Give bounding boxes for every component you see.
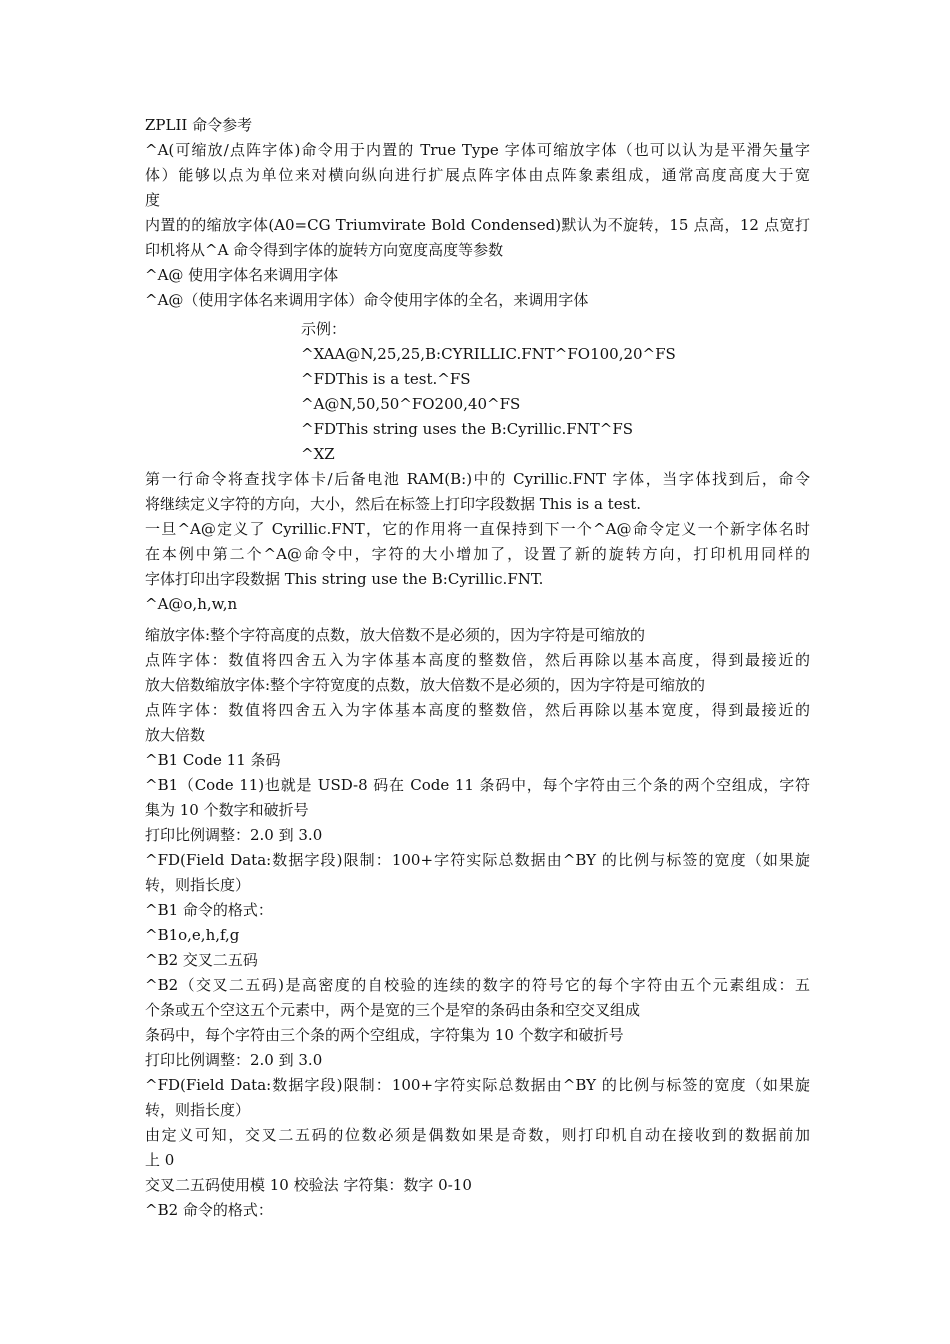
example-code-block: [145, 317, 810, 467]
text-line: ^B2 命令的格式：: [145, 1201, 273, 1219]
text-line: 点阵字体：数值将四舍五入为字体基本高度的整数倍，然后再除以基本宽度，得到最接近的: [145, 701, 810, 719]
text-line: 字体打印出字段数据 This string use the B:Cyrillic.FNT.: [145, 570, 544, 588]
text-line: 第一行命令将查找字体卡/后备电池 RAM(B:)中的 Cyrillic.FNT 字体，当字体找到后，命令: [145, 470, 810, 488]
code-line: ^XZ: [301, 445, 335, 463]
text-line: ^FD(Field Data:数据字段)限制：100+字符实际总数据由^BY 的比例与标签的宽度（如果旋: [145, 1076, 810, 1094]
b1-section: [145, 748, 810, 948]
intro-section: [145, 138, 810, 313]
text-line: 点阵字体：数值将四舍五入为字体基本高度的整数倍，然后再除以基本高度，得到最接近的: [145, 651, 810, 669]
text-line: ^B1 命令的格式：: [145, 901, 273, 919]
text-line: 上 0: [145, 1151, 175, 1169]
text-line: 打印比例调整：2.0 到 3.0: [145, 1051, 323, 1069]
text-line: ^A@ 使用字体名来调用字体: [145, 266, 339, 284]
text-line: 度: [145, 191, 161, 209]
text-line: ^B2 交叉二五码: [145, 951, 258, 969]
text-line: 集为 10 个数字和破折号: [145, 801, 309, 819]
text-line: ^B1o,e,h,f,g: [145, 926, 240, 944]
after-example-section: [145, 467, 810, 617]
text-line: 打印比例调整：2.0 到 3.0: [145, 826, 323, 844]
text-line: 将继续定义字符的方向，大小，然后在标签上打印字段数据 This is a test.: [145, 495, 642, 513]
text-line: 印机将从^A 命令得到字体的旋转方向宽度高度等参数: [145, 241, 504, 259]
text-line: ^A(可缩放/点阵字体)命令用于内置的 True Type 字体可缩放字体（也可以认为是平滑矢量字: [145, 141, 810, 159]
text-line: 一旦^A@定义了 Cyrillic.FNT，它的作用将一直保持到下一个^A@命令定义一个新字体名时: [145, 520, 810, 538]
text-line: ^B1（Code 11)也就是 USD-8 码在 Code 11 条码中，每个字符由三个条的两个空组成，字符: [145, 776, 810, 794]
text-line: ^A@（使用字体名来调用字体）命令使用字体的全名，来调用字体: [145, 291, 589, 309]
text-line: ^B2（交叉二五码)是高密度的自校验的连续的数字的符号它的每个字符由五个元素组成：五: [145, 976, 810, 994]
text-line: 个条或五个空这五个元素中，两个是宽的三个是窄的条码由条和空交叉组成: [145, 1001, 641, 1019]
text-line: 转，则指长度）: [145, 1101, 251, 1119]
text-line: 转，则指长度）: [145, 876, 251, 894]
code-line: 示例：: [301, 320, 347, 338]
text-line: 条码中，每个字符由三个条的两个空组成，字符集为 10 个数字和破折号: [145, 1026, 624, 1044]
document-page: [145, 113, 810, 1223]
text-line: 交叉二五码使用模 10 校验法 字符集：数字 0-10: [145, 1176, 472, 1194]
text-line: ^FD(Field Data:数据字段)限制：100+字符实际总数据由^BY 的比例与标签的宽度（如果旋: [145, 851, 810, 869]
code-line: ^FDThis is a test.^FS: [301, 370, 471, 388]
text-line: 缩放字体:整个字符高度的点数，放大倍数不是必须的，因为字符是可缩放的: [145, 626, 646, 644]
text-line: 内置的的缩放字体(A0=CG Triumvirate Bold Condensed)默认为不旋转，15 点高，12 点宽打: [145, 216, 810, 234]
b2-section: [145, 948, 810, 1223]
text-line: 在本例中第二个^A@命令中，字符的大小增加了，设置了新的旋转方向，打印机用同样的: [145, 545, 810, 563]
text-line: 放大倍数缩放字体:整个字符宽度的点数，放大倍数不是必须的，因为字符是可缩放的: [145, 676, 706, 694]
code-line: ^FDThis string uses the B:Cyrillic.FNT^FS: [301, 420, 634, 438]
text-line: 体）能够以点为单位来对横向纵向进行扩展点阵字体由点阵象素组成，通常高度高度大于宽: [145, 166, 810, 184]
code-line: ^A@N,50,50^FO200,40^FS: [301, 395, 521, 413]
text-line: ^A@o,h,w,n: [145, 595, 238, 613]
text-line: 放大倍数: [145, 726, 206, 744]
text-line: ^B1 Code 11 条码: [145, 751, 281, 769]
text-line: 由定义可知，交叉二五码的位数必须是偶数如果是奇数，则打印机自动在接收到的数据前加: [145, 1126, 810, 1144]
scaling-section: [145, 623, 810, 748]
document-title: ZPLII 命令参考: [145, 116, 253, 134]
code-line: ^XAA@N,25,25,B:CYRILLIC.FNT^FO100,20^FS: [301, 345, 676, 363]
